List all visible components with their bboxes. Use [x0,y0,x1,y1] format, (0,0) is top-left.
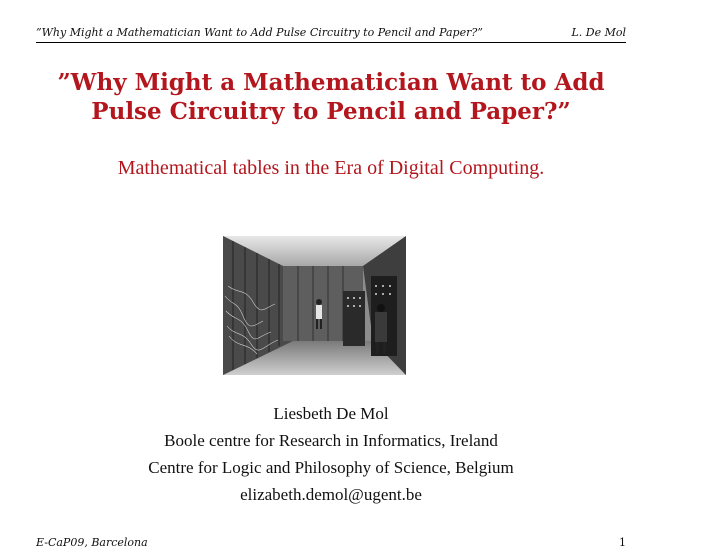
running-header [36,26,626,43]
footer-event: E-CaP09, Barcelona [36,536,148,549]
slide-title: ”Why Might a Mathematician Want to Add Pulse Circuitry to Pencil and Paper?” [57,69,605,125]
eniac-photo-illustration [223,236,406,375]
slide-subtitle: Mathematical tables in the Era of Digital Computing. [117,157,545,179]
page-number: 1 [619,536,626,549]
running-header-title: ”Why Might a Mathematician Want to Add Pulse Circuitry to Pencil and Paper?” [36,26,483,39]
author-name: Liesbeth De Mol [273,404,389,423]
eniac-photo [223,236,406,375]
running-header-author: L. De Mol [571,26,626,39]
author-affiliation-2: Centre for Logic and Philosophy of Science, Belgium [148,458,514,477]
author-affiliation-1: Boole centre for Research in Informatics, Ireland [164,431,498,450]
author-block [36,400,626,508]
author-email[interactable]: elizabeth.demol@ugent.be [240,485,422,504]
